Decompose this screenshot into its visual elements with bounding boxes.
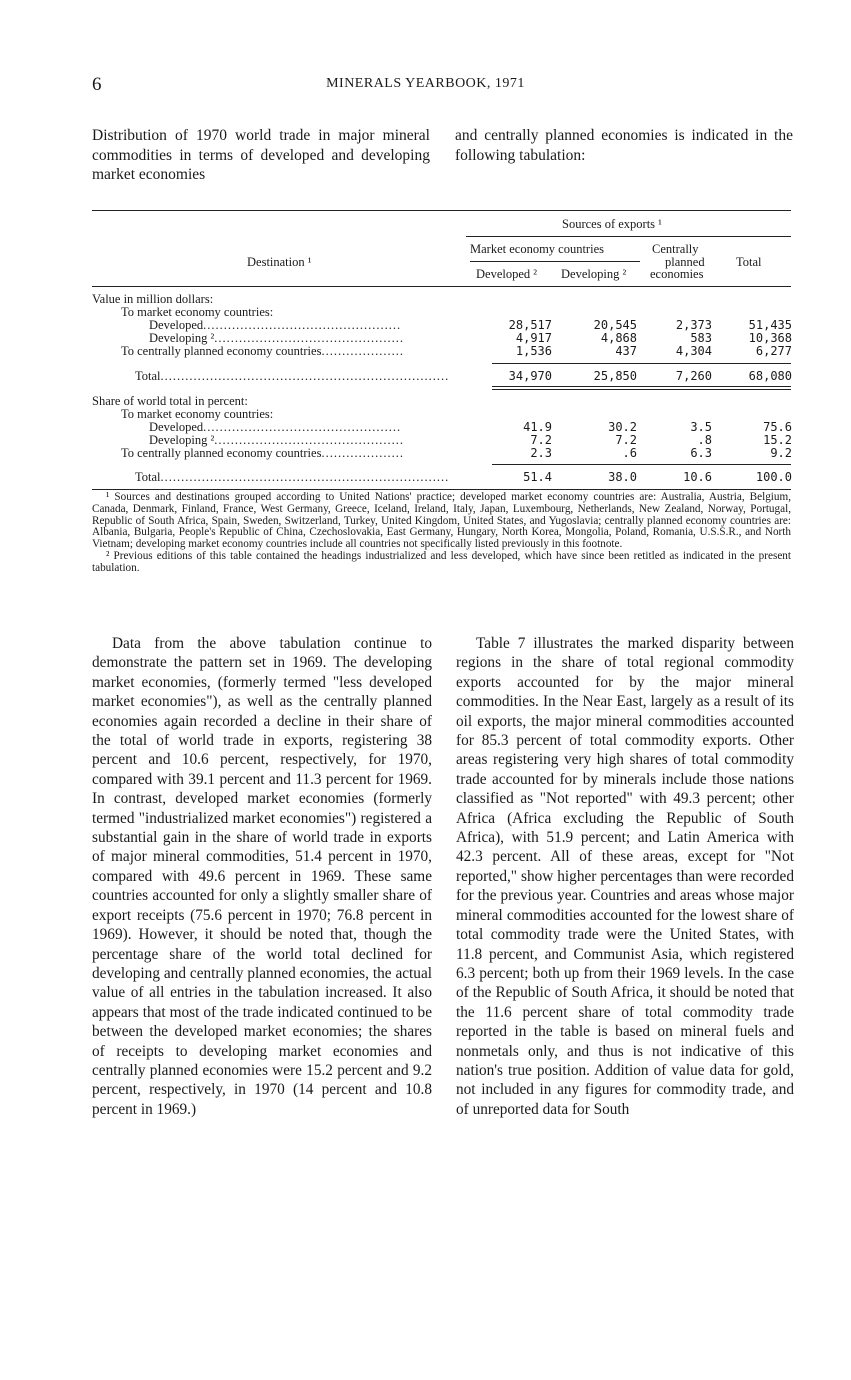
- total-cell: 34,970: [508, 369, 552, 383]
- page-number: 6: [92, 74, 102, 95]
- section-title: Value in million dollars:: [92, 292, 214, 306]
- intro-paragraph-right: and centrally planned economies is indicated in the following tabulation:: [455, 127, 793, 164]
- footnote-2: ² Previous editions of this table contained the headings industrialized and less developed, which have since been retitled as indicated in the present tabulation.: [92, 549, 791, 574]
- value-cell: 4,917: [515, 331, 552, 345]
- table-bottom-rule: [92, 489, 791, 490]
- row-label-developing: Developing ²..............................................: [149, 331, 404, 345]
- value-cell: 10,368: [748, 331, 792, 345]
- row-label-total: Total......................................................................: [135, 369, 450, 383]
- value-cell: 41.9: [523, 420, 552, 434]
- row-label-total: Total......................................................................: [135, 470, 450, 484]
- table-footnotes: [92, 492, 791, 575]
- market-rule: [470, 261, 640, 262]
- destination-header: Destination ¹: [247, 255, 312, 269]
- value-cell: 2.3: [530, 446, 552, 460]
- value-cell: 6,277: [755, 344, 792, 358]
- running-title: MINERALS YEARBOOK, 1971: [326, 76, 525, 91]
- row-label-centrally-planned: To centrally planned economy countries....................: [121, 344, 404, 358]
- sources-rule: [466, 236, 791, 237]
- value-cell: 4,304: [675, 344, 712, 358]
- body-paragraph: Table 7 illustrates the marked disparity between regions in the share of total regional commodity exports accounted for by the major mineral commodities. In the Near East, largely as a result of its oil exports, the major mineral commodities accounted for 85.3 percent of total commodity exports. Other areas registering very high shares of total commodity trade accounted for by minerals include those nations classified as "Not reported" with 49.3 percent; other Africa (Africa excluding the Republic of South Africa), with 51.9 percent; and Latin America with 42.3 percent. All of these areas, except for "Not reported," show higher percentages than were recorded for the previous year. Countries and areas whose major mineral commodities accounted for the lowest share of total commodity trade were the United States, with 11.8 percent, and Communist Asia, which registered 6.3 percent; both up from their 1969 levels. In the case of the Republic of South Africa, it should be noted that the 11.6 percent share of total commodity trade reported in the table is based on mineral fuels and nonmetals only, and thus is not indicative of this nation's true position. Addition of value data for gold, not included in any figures for commodity trade, and of unreported data for South: [456, 635, 794, 1118]
- market-economy-header: Market economy countries: [470, 242, 604, 256]
- centrally-header-2: planned: [665, 255, 705, 269]
- value-cell: 28,517: [508, 318, 552, 332]
- footnote-1: ¹ Sources and destinations grouped according to United Nations' practice; developed market economy countries are: Australia, Austria, Belgium, Canada, Denmark, Finland, France, West Germany, Greece, Iceland, Ireland, Italy, Japan, Luxembourg, Netherlands, New Zealand, Norway, Portugal, Republic of South Africa, Spain, Sweden, Switzerland, Turkey, United Kingdom, United States, and Yugoslavia; centrally planned economy countries are: Albania, Bulgaria, People's Republic of China, Czechoslovakia, East Germany, Hungary, North Korea, Mongolia, Poland, Romania, U.S.S.R., and North Vietnam; developing market economy countries include all countries not specifically listed previously in this footnote.: [92, 491, 791, 551]
- section-title: Share of world total in percent:: [92, 394, 248, 408]
- value-cell: .8: [697, 433, 712, 447]
- total-cell: 38.0: [608, 470, 637, 484]
- total-cell: 51.4: [523, 470, 552, 484]
- total-cell: 10.6: [683, 470, 712, 484]
- total-header: Total: [736, 255, 762, 269]
- row-label-developed: Developed................................................: [149, 420, 402, 434]
- table-top-rule: [92, 210, 791, 211]
- row-label-developing: Developing ²..............................................: [149, 433, 404, 447]
- value-cell: 437: [615, 344, 637, 358]
- value-cell: 75.6: [763, 420, 792, 434]
- developed-header: Developed ²: [476, 267, 538, 281]
- value-cell: 6.3: [690, 446, 712, 460]
- value-cell: 7.2: [615, 433, 637, 447]
- value-cell: 9.2: [770, 446, 792, 460]
- value-cell: 583: [690, 331, 712, 345]
- value-cell: 1,536: [515, 344, 552, 358]
- value-cell: 15.2: [763, 433, 792, 447]
- body-column-left: [92, 634, 432, 1119]
- centrally-header-3: economies: [650, 267, 704, 281]
- value-cell: 4,868: [600, 331, 637, 345]
- total-cell: 25,850: [593, 369, 637, 383]
- intro-paragraph-left: Distribution of 1970 world trade in major mineral commodities in terms of developed and developing market economies: [92, 127, 430, 183]
- section-subtitle: To market economy countries:: [121, 305, 274, 319]
- value-cell: .6: [622, 446, 637, 460]
- value-cell: 7.2: [530, 433, 552, 447]
- section-subtitle: To market economy countries:: [121, 407, 274, 421]
- sources-header: Sources of exports ¹: [562, 217, 662, 231]
- total-rule: [492, 464, 791, 465]
- value-cell: 2,373: [675, 318, 712, 332]
- centrally-header-1: Centrally: [652, 242, 699, 256]
- developing-header: Developing ²: [561, 267, 627, 281]
- total-cell: 7,260: [675, 369, 712, 383]
- total-double-rule-a: [492, 386, 791, 387]
- value-cell: 20,545: [593, 318, 637, 332]
- row-label-developed: Developed................................................: [149, 318, 402, 332]
- value-cell: 30.2: [608, 420, 637, 434]
- row-label-centrally-planned: To centrally planned economy countries....................: [121, 446, 404, 460]
- total-double-rule-b: [492, 389, 791, 390]
- value-cell: 3.5: [690, 420, 712, 434]
- body-column-right: [456, 634, 794, 1119]
- value-cell: 51,435: [748, 318, 792, 332]
- body-paragraph: Data from the above tabulation continue to demonstrate the pattern set in 1969. The developing market economies, (formerly termed "less developed market economies"), as well as the centrally planned economies again recorded a decline in their share of the total of world trade in exports, registering 38 percent and 10.6 percent, respectively, for 1970, compared with 39.1 percent and 11.3 percent for 1969. In contrast, developed market economies (formerly termed "industrialized market economies") registered a substantial gain in the share of world trade in exports of major mineral commodities, 51.4 percent in 1970, compared with 49.6 percent in 1969. These same countries accounted for only a slightly smaller share of export receipts (75.6 percent in 1970; 76.8 percent in 1969). However, it should be noted that, though the percentage share of the world total declined for developing and centrally planned economies, the actual value of all entries in the tabulation increased. It also appears that most of the trade indicated continued to be between the developed market economies; the shares of receipts to developing market economies and centrally planned economies were 15.2 percent and 9.2 percent, respectively, in 1970 (14 percent and 10.8 percent in 1969.): [92, 635, 432, 1118]
- total-cell: 100.0: [755, 470, 792, 484]
- total-rule: [492, 363, 791, 364]
- total-cell: 68,080: [748, 369, 792, 383]
- header-bottom-rule: [92, 286, 791, 287]
